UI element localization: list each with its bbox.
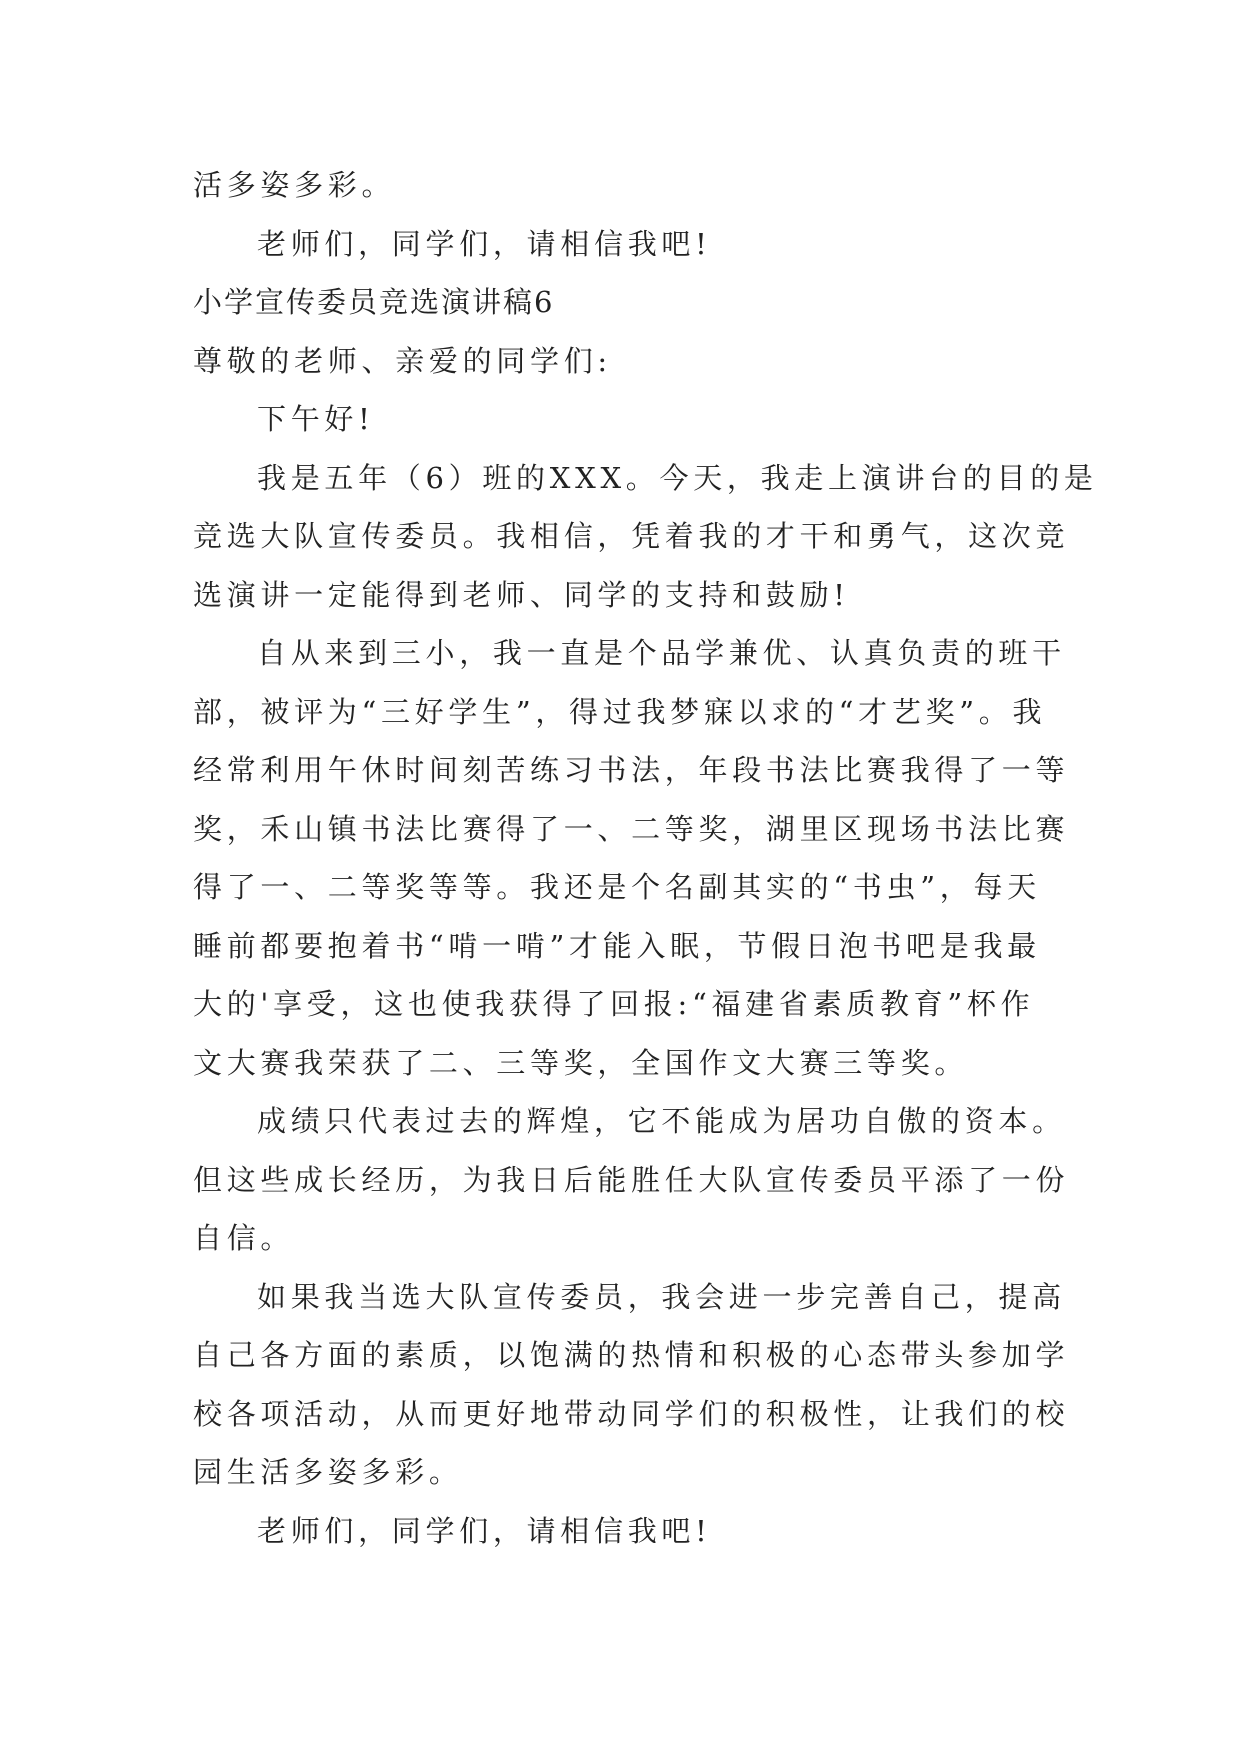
text-line: 奖，禾山镇书法比赛得了一、二等奖，湖里区现场书法比赛 (193, 811, 1070, 846)
greeting: 下午好! (257, 402, 375, 436)
text-line: 部，被评为“三好学生”，得过我梦寐以求的“才艺奖”。我 (193, 694, 1047, 729)
section-title: 小学宣传委员竞选演讲稿6 (193, 285, 555, 319)
text-line: 得了一、二等奖等等。我还是个名副其实的“书虫”，每天 (193, 870, 1041, 904)
document-body (193, 156, 1098, 1560)
text-line: 但这些成长经历，为我日后能胜任大队宣传委员平添了一份 (193, 1162, 1070, 1197)
closing-line: 老师们，同学们，请相信我吧! (257, 1513, 712, 1548)
text-line: 活多姿多彩。 (193, 168, 396, 202)
salutation: 尊敬的老师、亲爱的同学们: (193, 343, 612, 378)
text-line: 自信。 (193, 1221, 295, 1255)
text-line: 竞选大队宣传委员。我相信，凭着我的才干和勇气，这次竞 (193, 519, 1070, 553)
text-line: 校各项活动，从而更好地带动同学们的积极性，让我们的校 (193, 1396, 1070, 1431)
text-line: 文大赛我荣获了二、三等奖，全国作文大赛三等奖。 (193, 1045, 969, 1080)
text-line: 自从来到三小，我一直是个品学兼优、认真负责的班干 (257, 636, 1066, 670)
text-line: 经常利用午休时间刻苦练习书法，年段书法比赛我得了一等 (193, 753, 1070, 787)
text-line: 成绩只代表过去的辉煌，它不能成为居功自傲的资本。 (257, 1104, 1066, 1138)
text-line: 大的'享受，这也使我获得了回报:“福建省素质教育”杯作 (193, 987, 1035, 1021)
text-line: 如果我当选大队宣传委员，我会进一步完善自己，提高 (257, 1279, 1066, 1314)
text-line: 老师们，同学们，请相信我吧! (257, 226, 712, 261)
text-line: 选演讲一定能得到老师、同学的支持和鼓励! (193, 577, 850, 612)
text-line: 自己各方面的素质，以饱满的热情和积极的心态带头参加学 (193, 1338, 1070, 1372)
text-line: 我是五年（6）班的XXX。今天，我走上演讲台的目的是 (257, 460, 1098, 495)
text-line: 园生活多姿多彩。 (193, 1455, 463, 1489)
text-line: 睡前都要抱着书“啃一啃”才能入眠，节假日泡书吧是我最 (193, 928, 1041, 963)
